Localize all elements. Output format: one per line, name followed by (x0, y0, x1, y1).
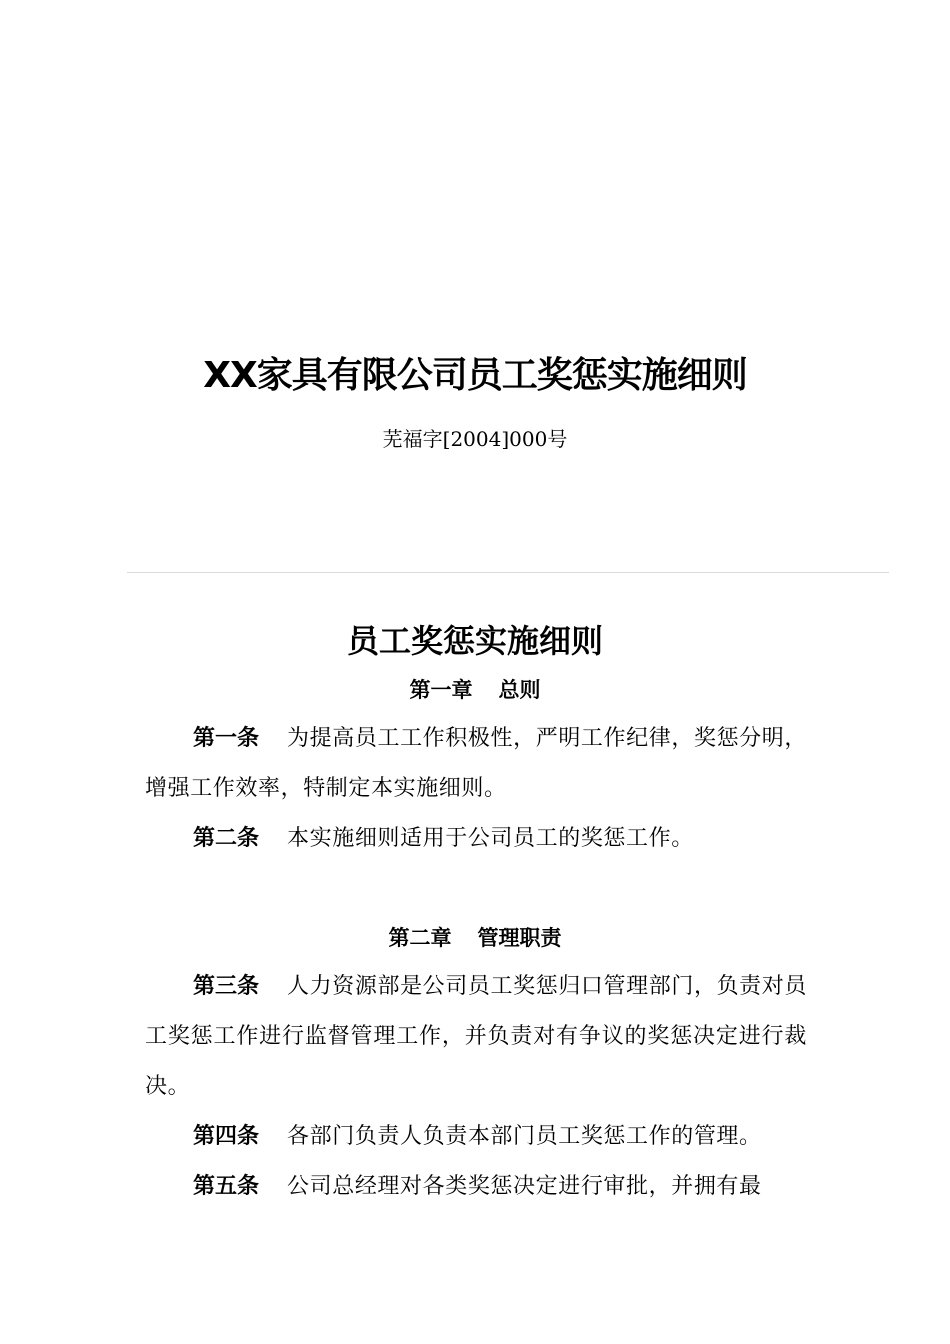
chapter-number: 第二章 (388, 926, 452, 950)
article-label: 第四条 (193, 1124, 260, 1149)
article-5 (145, 1162, 807, 1212)
article-text: 各部门负责人负责本部门员工奖惩工作的管理。 (287, 1124, 762, 1149)
article-2 (145, 814, 807, 864)
page-divider (127, 572, 889, 573)
chapter-number: 第一章 (409, 678, 473, 702)
article-text: 本实施细则适用于公司员工的奖惩工作。 (287, 826, 694, 851)
article-1 (145, 714, 807, 814)
article-label: 第五条 (193, 1174, 260, 1199)
chapter-heading-2 (0, 920, 950, 956)
document-title: 员工奖惩实施细则 (346, 622, 603, 660)
article-4 (145, 1112, 807, 1162)
article-text: 公司总经理对各类奖惩决定进行审批，并拥有最 (287, 1174, 762, 1199)
cover-title: XX家具有限公司员工奖惩实施细则 (203, 355, 747, 396)
chapter-name: 管理职责 (477, 926, 562, 950)
document-number: 芜福字[2004]000号 (382, 427, 568, 451)
chapter-heading-1 (0, 672, 950, 708)
chapter-name: 总则 (498, 678, 541, 702)
article-text: 人力资源部是公司员工奖惩归口管理部门，负责对员工奖惩工作进行监督管理工作，并负责对有争议的奖惩决定进行裁决。 (145, 974, 807, 1099)
article-3 (145, 962, 807, 1112)
article-label: 第二条 (193, 826, 260, 851)
article-label: 第三条 (193, 974, 260, 999)
article-text: 为提高员工工作积极性，严明工作纪律，奖惩分明，增强工作效率，特制定本实施细则。 (145, 726, 807, 801)
article-label: 第一条 (193, 726, 260, 751)
